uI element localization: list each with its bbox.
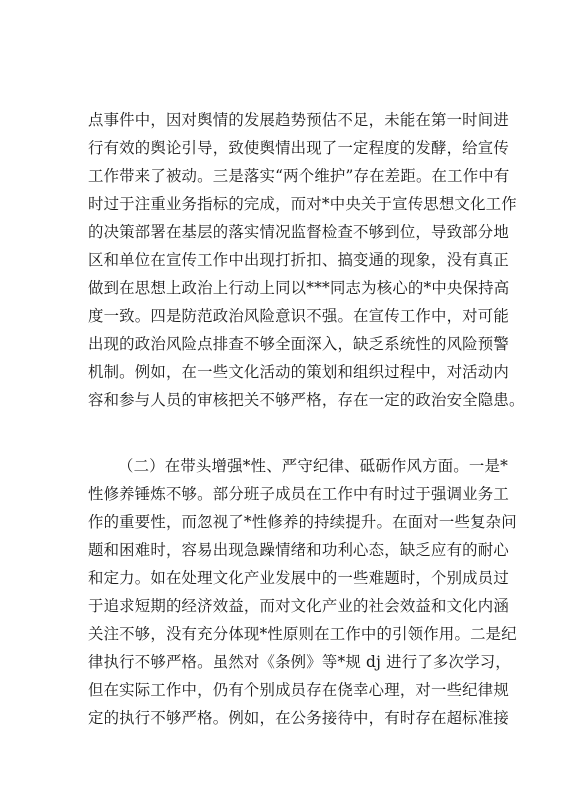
text-line: 但在实际工作中，仍有个别成员存在侥幸心理，对一些纪律规 (88, 681, 509, 699)
text-line: 机制。例如，在一些文化活动的策划和组织过程中，对活动内 (88, 363, 509, 381)
text-line: 做到在思想上政治上行动上同以***同志为核心的*中央保持高 (88, 279, 510, 297)
text-line: 容和参与人员的审核把关不够严格，存在一定的政治安全隐患。 (88, 391, 525, 409)
text-line: 和定力。如在处理文化产业发展中的一些难题时，个别成员过 (88, 569, 509, 587)
text-line: 行有效的舆论引导，致使舆情出现了一定程度的发酵，给宣传 (88, 139, 509, 157)
text-line: 于追求短期的经济效益，而对文化产业的社会效益和文化内涵 (88, 597, 509, 615)
text-line: 的决策部署在基层的落实情况监督检查不够到位，导致部分地 (88, 223, 509, 241)
text-line: （二）在带头增强*性、严守纪律、砥砺作风方面。一是* (118, 457, 508, 475)
text-line: 作的重要性，而忽视了*性修养的持续提升。在面对一些复杂问 (88, 513, 517, 531)
text-line: 性修养锤炼不够。部分班子成员在工作中有时过于强调业务工 (88, 485, 509, 503)
text-line: 定的执行不够严格。例如，在公务接待中，有时存在超标准接 (88, 709, 509, 727)
text-line: 题和困难时，容易出现急躁情绪和功利心态，缺乏应有的耐心 (88, 541, 509, 559)
text-line: 时过于注重业务指标的完成，而对*中央关于宣传思想文化工作 (88, 195, 517, 213)
text-line: 点事件中，因对舆情的发展趋势预估不足，未能在第一时间进 (88, 111, 509, 129)
text-line: 出现的政治风险点排查不够全面深入，缺乏系统性的风险预警 (88, 335, 509, 353)
text-line: 律执行不够严格。虽然对《条例》等*规 dj 进行了多次学习， (88, 653, 511, 671)
text-line: 关注不够，没有充分体现*性原则在工作中的引领作用。二是纪 (88, 625, 517, 643)
text-line: 度一致。四是防范政治风险意识不强。在宣传工作中，对可能 (88, 307, 509, 325)
text-line: 工作带来了被动。三是落实“两个维护”存在差距。在工作中有 (88, 167, 510, 185)
text-line: 区和单位在宣传工作中出现打折扣、搞变通的现象，没有真正 (88, 251, 509, 269)
